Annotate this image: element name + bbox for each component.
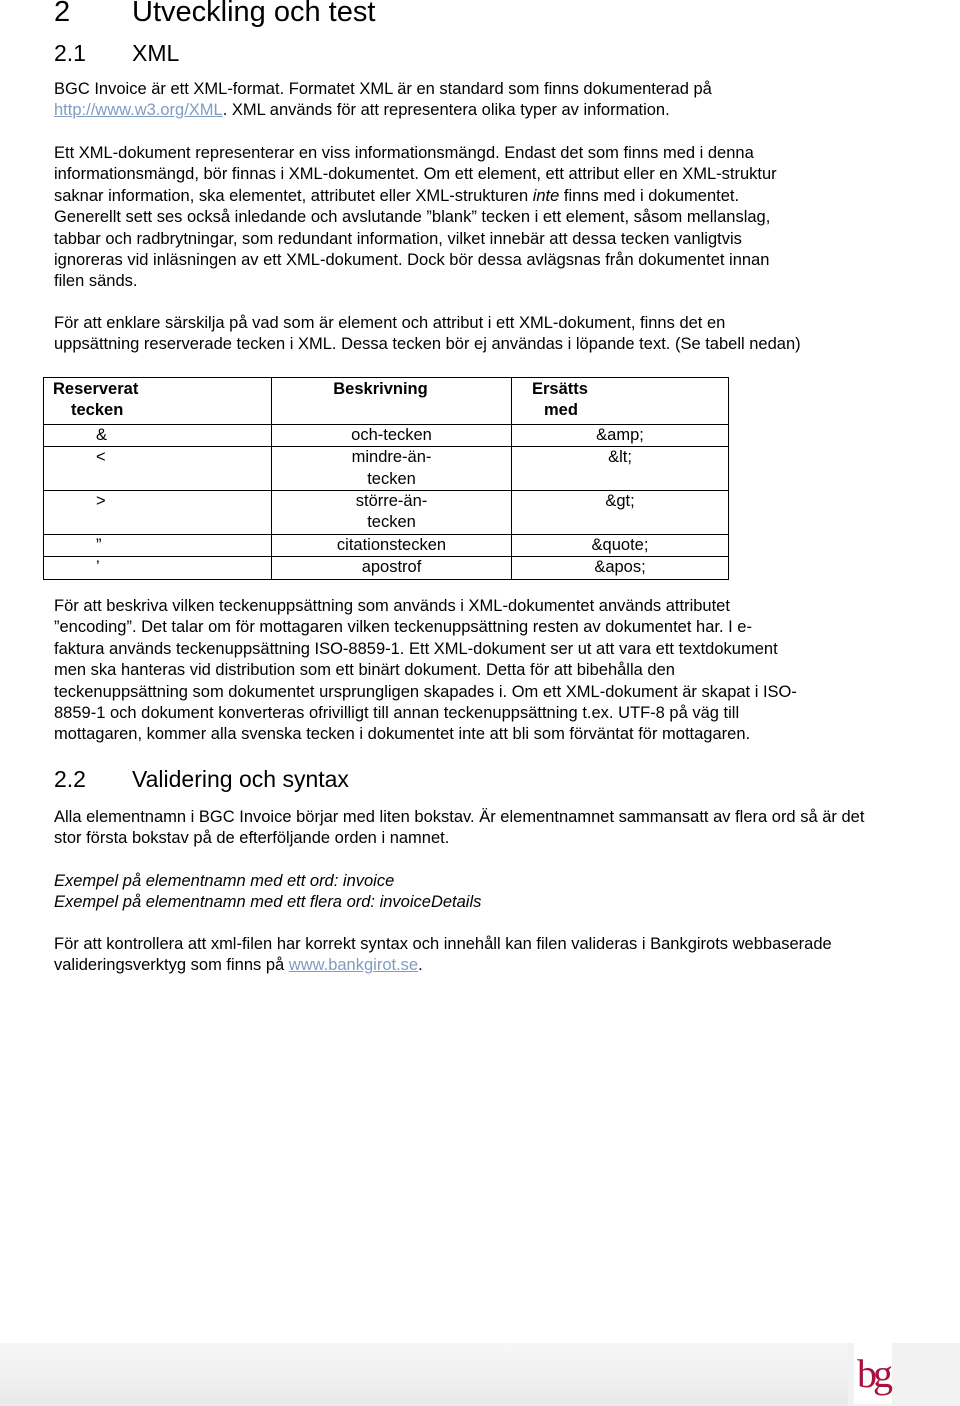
- text-span: saknar information, ska elementet, attributet eller XML-strukturen: [54, 186, 533, 205]
- cell-text: <: [96, 448, 106, 467]
- cell-text: &: [96, 425, 108, 444]
- text-line: [54, 186, 777, 207]
- text-line: men ska hanteras vid distribution som ett binärt dokument. Detta för att bibehålla den: [54, 661, 675, 680]
- cell-text: apostrof: [361, 558, 422, 577]
- chapter-number: 2: [54, 0, 71, 28]
- chapter-title: Utveckling och test: [132, 0, 376, 28]
- cell-repl: [512, 534, 729, 556]
- examples-block: [54, 871, 481, 914]
- paragraph-validation-tool: [54, 934, 832, 977]
- text-line: Generellt sett ses också inledande och avslutande ”blank” tecken i ett element, såsom mellanslag,: [54, 208, 771, 227]
- chapter-heading: [54, 0, 375, 32]
- cell-text: mindre-än-: [351, 448, 432, 467]
- header-replacement: [512, 378, 729, 425]
- section-title: XML: [132, 40, 180, 66]
- table-row: [44, 534, 729, 556]
- section-heading-validation: [54, 764, 349, 794]
- text-line: mottagaren, kommer alla svenska tecken i dokumentet inte att bli som förväntat för mottagaren.: [54, 725, 751, 744]
- example-line: Exempel på elementnamn med ett ord: invoice: [54, 872, 395, 890]
- paragraph-xml-document: [54, 143, 777, 293]
- header-text: Ersätts: [532, 380, 588, 398]
- text-line: Alla elementnamn i BGC Invoice börjar med liten bokstav. Är elementnamnet sammansatt av flera ord så är det: [54, 808, 865, 826]
- table-row: [44, 424, 729, 446]
- cell-repl: [512, 447, 729, 491]
- cell-text: &apos;: [594, 558, 646, 577]
- bankgirot-link[interactable]: www.bankgirot.se: [288, 956, 419, 975]
- header-text: Reserverat: [53, 380, 139, 398]
- header-description: [272, 378, 512, 425]
- paragraph-intro: [54, 79, 712, 122]
- cell-char: [44, 534, 272, 556]
- text-line: 8859-1 och dokument konverteras ofrivilligt till annan teckenuppsättning t.ex. UTF-8 på väg till: [54, 703, 740, 722]
- text-line: ignoreras vid inläsningen av ett XML-dokument. Dock bör dessa avlägsnas från dokumentet innan: [54, 250, 770, 269]
- section-heading-xml: [54, 38, 179, 68]
- table-header-row: [44, 378, 729, 425]
- header-reserved: [44, 378, 272, 425]
- text-line: BGC Invoice är ett XML-format. Formatet XML är en standard som finns dokumenterad på: [54, 80, 712, 98]
- cell-text: >: [96, 492, 106, 511]
- cell-text: ’: [96, 558, 100, 577]
- cell-desc: [272, 424, 512, 446]
- text-line: Ett XML-dokument representerar en viss informationsmängd. Endast det som finns med i denna: [54, 144, 754, 162]
- text-line: filen sänds.: [54, 272, 138, 291]
- cell-text: och-tecken: [351, 425, 432, 444]
- cell-repl: [512, 424, 729, 446]
- text-line: [54, 100, 712, 121]
- w3-link[interactable]: http://www.w3.org/XML: [54, 101, 223, 120]
- cell-text: &quote;: [591, 535, 649, 554]
- cell-text: &amp;: [596, 425, 644, 444]
- cell-char: [44, 424, 272, 446]
- paragraph-reserved-chars: [54, 313, 801, 356]
- logo-text: bg: [857, 1351, 889, 1396]
- cell-text: &gt;: [605, 492, 635, 511]
- header-text: tecken: [71, 401, 124, 420]
- header-text: Beskrivning: [333, 380, 428, 398]
- footer-band: [0, 1343, 848, 1406]
- cell-desc: [272, 557, 512, 579]
- text-line: teckenuppsättning som dokumentet ursprungligen skapades i. Om ett XML-dokument är skapat i ISO-: [54, 682, 797, 701]
- text-line: För att beskriva vilken teckenuppsättning som används i XML-dokumentet används attributet: [54, 597, 730, 615]
- cell-text: större-än-: [355, 492, 428, 511]
- text-line: faktura används teckenuppsättning ISO-8859-1. Ett XML-dokument ser ut att vara ett textdokument: [54, 639, 778, 658]
- text-line: stor första bokstav på de efterföljande orden i namnet.: [54, 829, 450, 848]
- text-span: finns med i dokumentet.: [559, 186, 740, 205]
- text-span: . XML används för att representera olika typer av information.: [222, 101, 670, 120]
- table-row: [44, 557, 729, 579]
- cell-char: [44, 557, 272, 579]
- example-line: Exempel på elementnamn med ett flera ord: invoiceDetails: [54, 893, 482, 912]
- section-number: 2.2: [54, 766, 86, 792]
- cell-text: ”: [96, 535, 102, 554]
- cell-text: tecken: [367, 469, 416, 488]
- paragraph-element-names: [54, 807, 864, 850]
- cell-repl: [512, 491, 729, 535]
- cell-desc: [272, 491, 512, 535]
- cell-desc: [272, 534, 512, 556]
- text-line: informationsmängd, bör finnas i XML-dokumentet. Om ett element, ett attribut eller en XML-struktur: [54, 165, 777, 184]
- text-line: ”encoding”. Det talar om för mottagaren vilken teckenuppsättning resten av dokumentet har. I e-: [54, 618, 752, 637]
- emphasis: inte: [532, 186, 560, 205]
- text-line: uppsättning reserverade tecken i XML. Dessa tecken bör ej användas i löpande text. (Se tabell nedan): [54, 335, 801, 354]
- text-line: För att kontrollera att xml-filen har korrekt syntax och innehåll kan filen valideras i Bankgirots webbaserade: [54, 935, 832, 953]
- cell-text: tecken: [367, 513, 416, 532]
- cell-text: citationstecken: [336, 535, 447, 554]
- text-line: tabbar och radbrytningar, som redundant information, vilket innebär att dessa tecken vanligtvis: [54, 229, 742, 248]
- header-text: med: [544, 401, 578, 420]
- cell-desc: [272, 447, 512, 491]
- table-row: [44, 447, 729, 491]
- section-number: 2.1: [54, 40, 86, 66]
- reserved-characters-table: [43, 377, 729, 580]
- text-line: [54, 955, 832, 976]
- section-title: Validering och syntax: [132, 766, 349, 792]
- text-span: valideringsverktyg som finns på: [54, 956, 289, 975]
- table-row: [44, 491, 729, 535]
- bankgirot-logo: [854, 1343, 892, 1404]
- paragraph-encoding: [54, 596, 797, 746]
- cell-repl: [512, 557, 729, 579]
- cell-char: [44, 447, 272, 491]
- cell-text: &lt;: [608, 448, 632, 467]
- text-line: För att enklare särskilja på vad som är element och attribut i ett XML-dokument, finns det en: [54, 314, 726, 332]
- text-span: .: [418, 956, 423, 975]
- cell-char: [44, 491, 272, 535]
